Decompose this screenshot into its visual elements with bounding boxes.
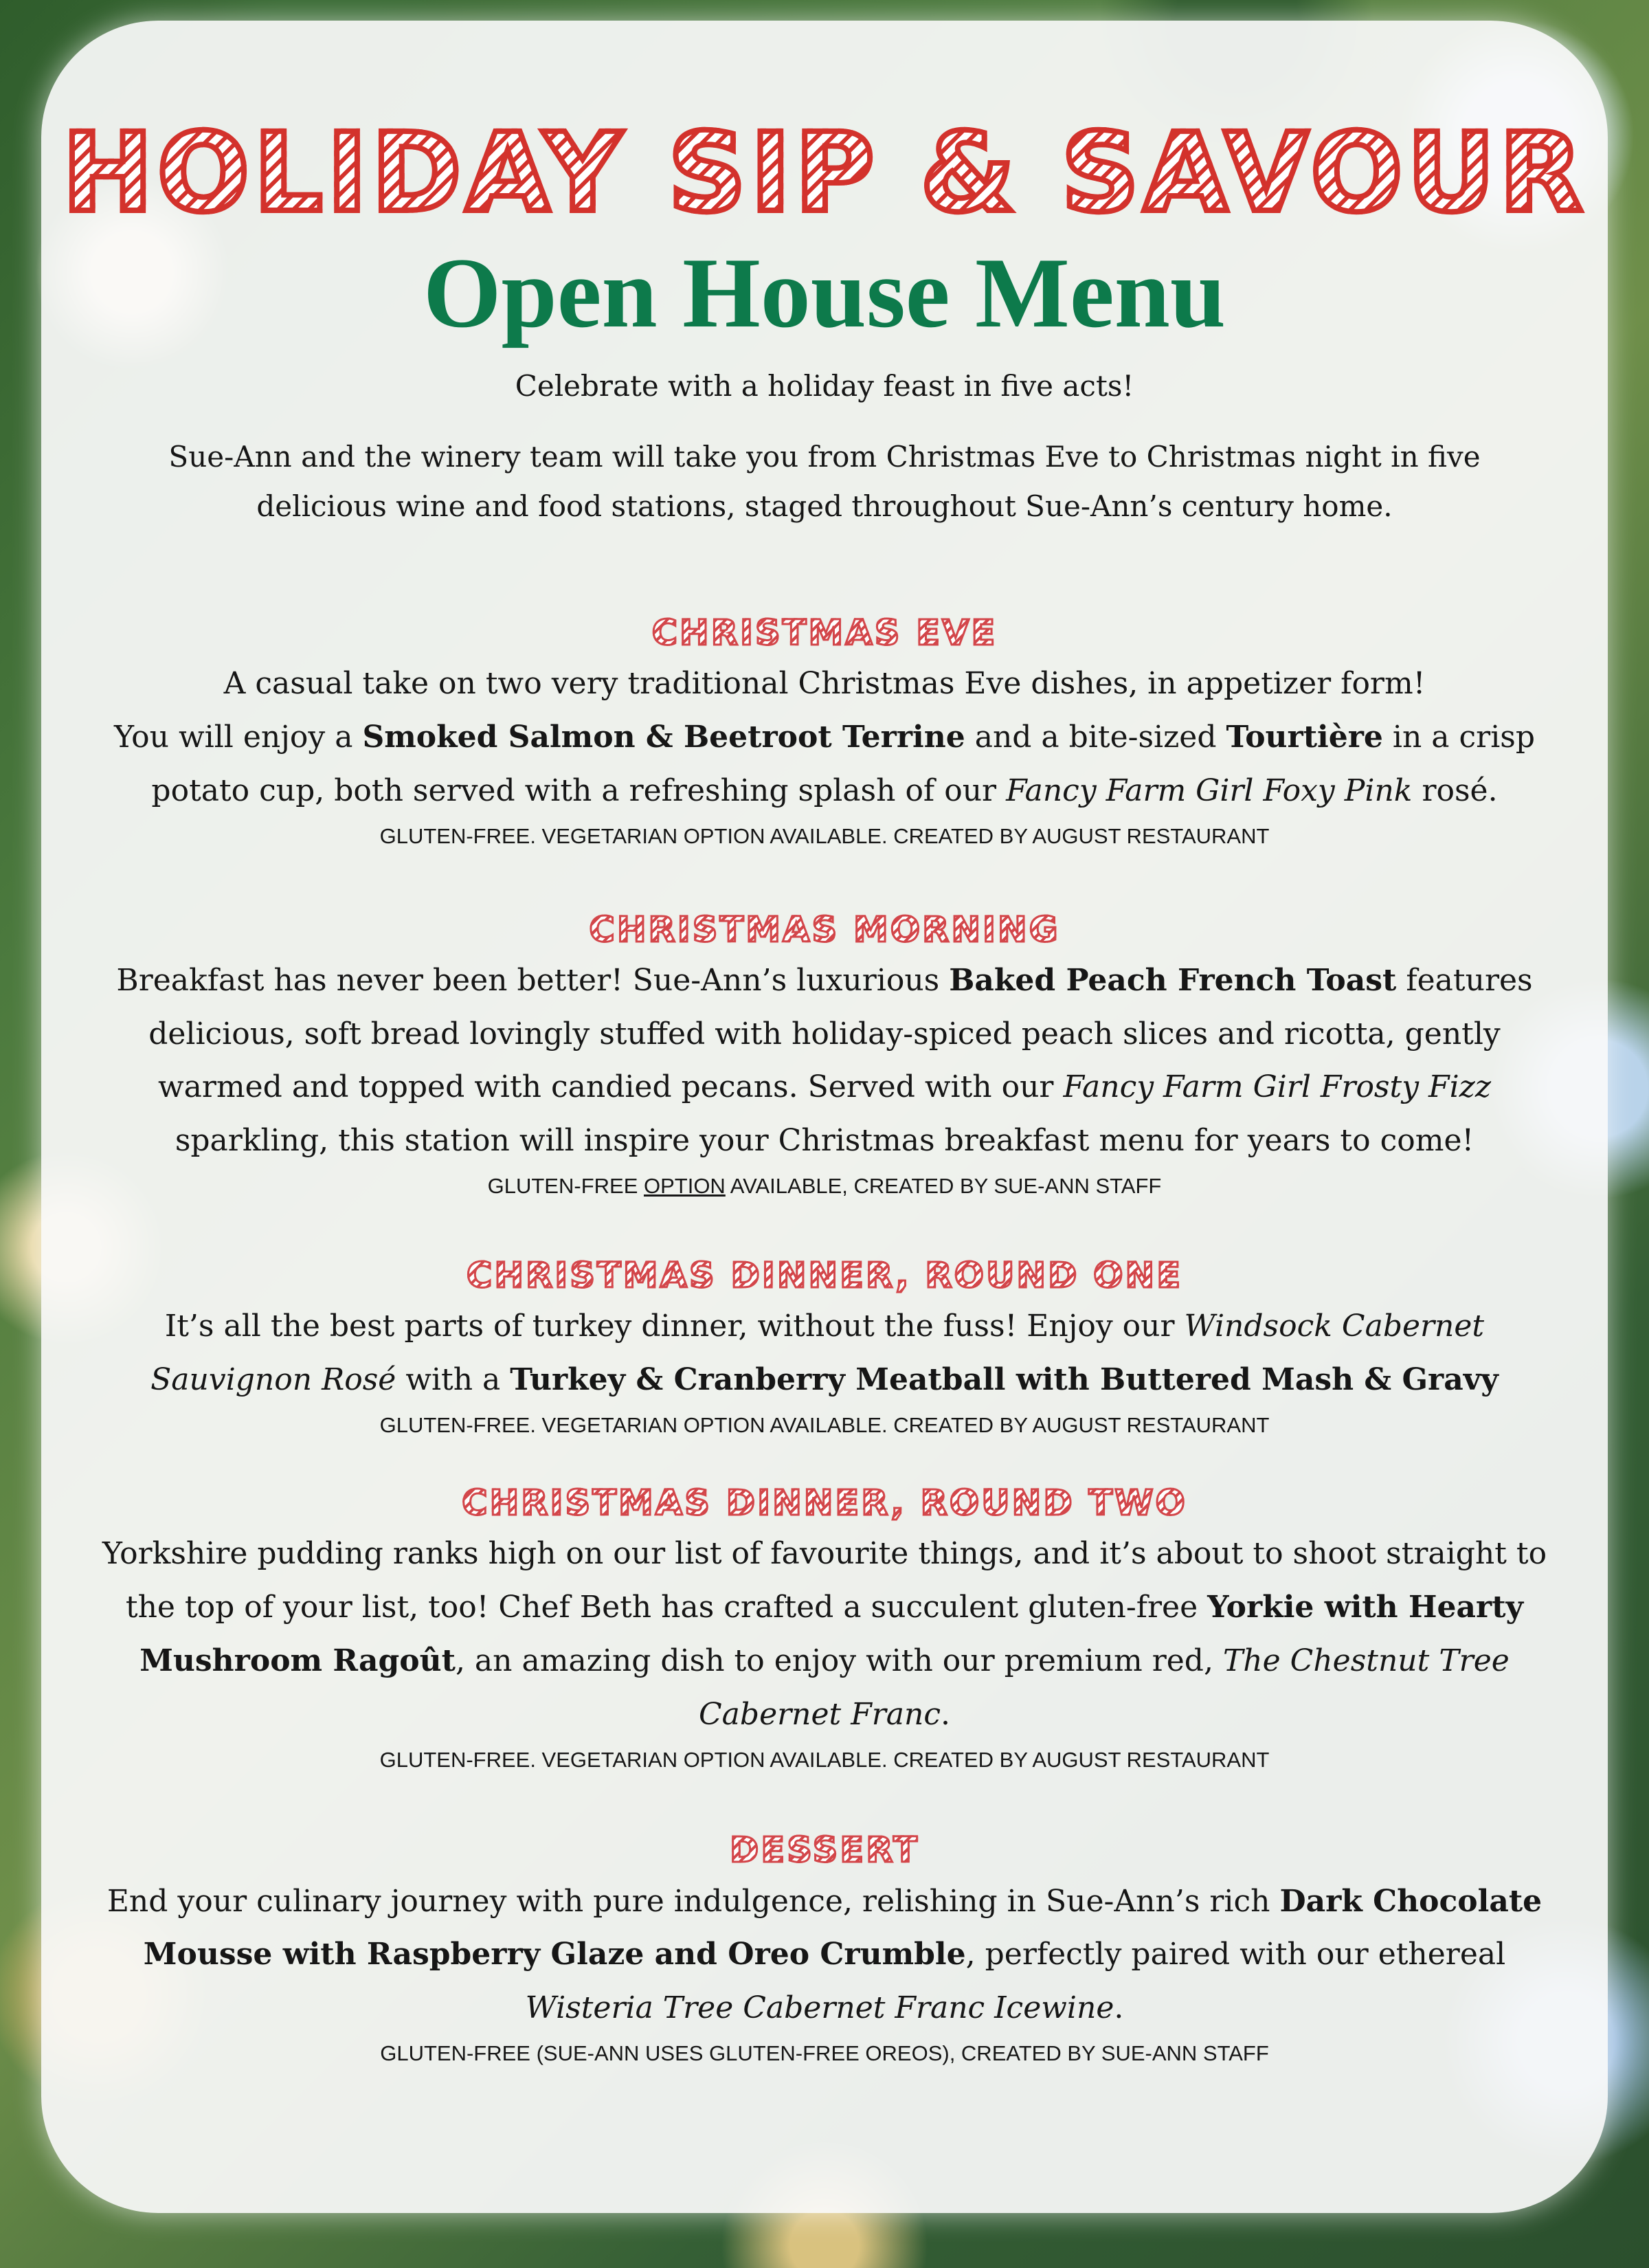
body-text: Breakfast has never been better! Sue-Ann’s luxurious: [116, 962, 950, 998]
dish-name: Tourtière: [1226, 720, 1383, 755]
body-text: and a bite-sized: [965, 720, 1226, 755]
section-christmas-eve: [41, 612, 1608, 852]
note-text: GLUTEN-FREE: [487, 1174, 644, 1199]
wine-name: Fancy Farm Girl Foxy Pink: [1006, 773, 1413, 809]
note-text: AVAILABLE, CREATED BY SUE-ANN STAFF: [725, 1174, 1162, 1199]
section-note: GLUTEN-FREE. VEGETARIAN OPTION AVAILABLE. CREATED BY AUGUST RESTAURANT: [379, 824, 1270, 848]
body-text: features delicious, soft bread lovingly stuffed with holiday-spiced peach slices and ricotta, gently warmed and topped with candied pecans. Served with our: [148, 962, 1533, 1105]
section-note: GLUTEN-FREE. VEGETARIAN OPTION AVAILABLE. CREATED BY AUGUST RESTAURANT: [379, 1412, 1270, 1437]
section-body: [41, 1300, 1608, 1407]
section-note: GLUTEN-FREE (SUE-ANN USES GLUTEN-FREE OREOS), CREATED BY SUE-ANN STAFF: [380, 2041, 1269, 2066]
dish-name: Dark Chocolate Mousse with Raspberry Glaze and Oreo Crumble: [143, 1883, 1543, 1972]
section-dessert: [41, 1830, 1608, 2069]
dish-name: Yorkie with Hearty Mushroom Ragoût: [139, 1590, 1524, 1679]
dish-name: Baked Peach French Toast: [949, 962, 1397, 998]
section-dinner-round-two: [41, 1482, 1608, 1776]
section-heading: CHRISTMAS DINNER, ROUND TWO: [41, 1482, 1608, 1524]
page-subtitle: Open House Menu: [423, 236, 1226, 348]
page-title: HOLIDAY SIP & SAVOUR: [41, 117, 1608, 231]
body-text: Yorkshire pudding ranks high on our list of favourite things, and it’s about to shoot straight to the top of your list, too! Chef Beth has crafted a succulent gluten-free: [102, 1536, 1547, 1625]
body-text: rosé.: [1412, 773, 1498, 809]
wine-name: Fancy Farm Girl Frosty Fizz: [1063, 1069, 1492, 1105]
dish-name: Smoked Salmon & Beetroot Terrine: [362, 720, 965, 755]
section-body: [41, 954, 1608, 1168]
body-text: , perfectly paired with our ethereal: [965, 1937, 1506, 1972]
section-heading: DESSERT: [41, 1830, 1608, 1871]
body-text: .: [940, 1696, 950, 1732]
wine-name: Wisteria Tree Cabernet Franc Icewine: [525, 1990, 1114, 2026]
body-text: You will enjoy a: [113, 720, 363, 755]
note-underlined: OPTION: [643, 1174, 726, 1199]
body-text: It’s all the best parts of turkey dinner, without the fuss! Enjoy our: [164, 1308, 1185, 1344]
body-text: , an amazing dish to enjoy with our premium red,: [455, 1643, 1223, 1679]
menu-content: [41, 21, 1608, 2070]
section-christmas-morning: [41, 909, 1608, 1203]
section-note: [41, 1170, 1608, 1203]
body-text: in a crisp potato cup, both served with a refreshing splash of our: [151, 720, 1536, 809]
wine-name: The Chestnut Tree Cabernet Franc: [699, 1643, 1510, 1732]
intro-description: Sue-Ann and the winery team will take you from Christmas Eve to Christmas night in five delicious wine and food stations, staged throughout Sue-Ann’s century home.: [168, 439, 1481, 523]
section-body: [41, 657, 1608, 818]
section-note: GLUTEN-FREE. VEGETARIAN OPTION AVAILABLE. CREATED BY AUGUST RESTAURANT: [379, 1747, 1270, 1772]
section-heading: CHRISTMAS EVE: [41, 612, 1608, 654]
body-text: with a: [396, 1361, 511, 1397]
section-body: [41, 1875, 1608, 2036]
body-text: sparkling, this station will inspire your Christmas breakfast menu for years to come!: [175, 1123, 1474, 1159]
section-body: [41, 1527, 1608, 1742]
dish-name: Turkey & Cranberry Meatball with Buttered Mash & Gravy: [510, 1361, 1499, 1397]
body-text-line: A casual take on two very traditional Christmas Eve dishes, in appetizer form!: [223, 666, 1426, 702]
body-text: .: [1114, 1990, 1124, 2026]
body-text: End your culinary journey with pure indulgence, relishing in Sue-Ann’s rich: [106, 1883, 1280, 1919]
section-heading: CHRISTMAS MORNING: [41, 909, 1608, 951]
section-dinner-round-one: [41, 1255, 1608, 1441]
wine-name: Windsock Cabernet Sauvignon Rosé: [150, 1308, 1485, 1397]
intro-tagline: Celebrate with a holiday feast in five acts!: [515, 369, 1134, 403]
section-heading: CHRISTMAS DINNER, ROUND ONE: [41, 1255, 1608, 1297]
